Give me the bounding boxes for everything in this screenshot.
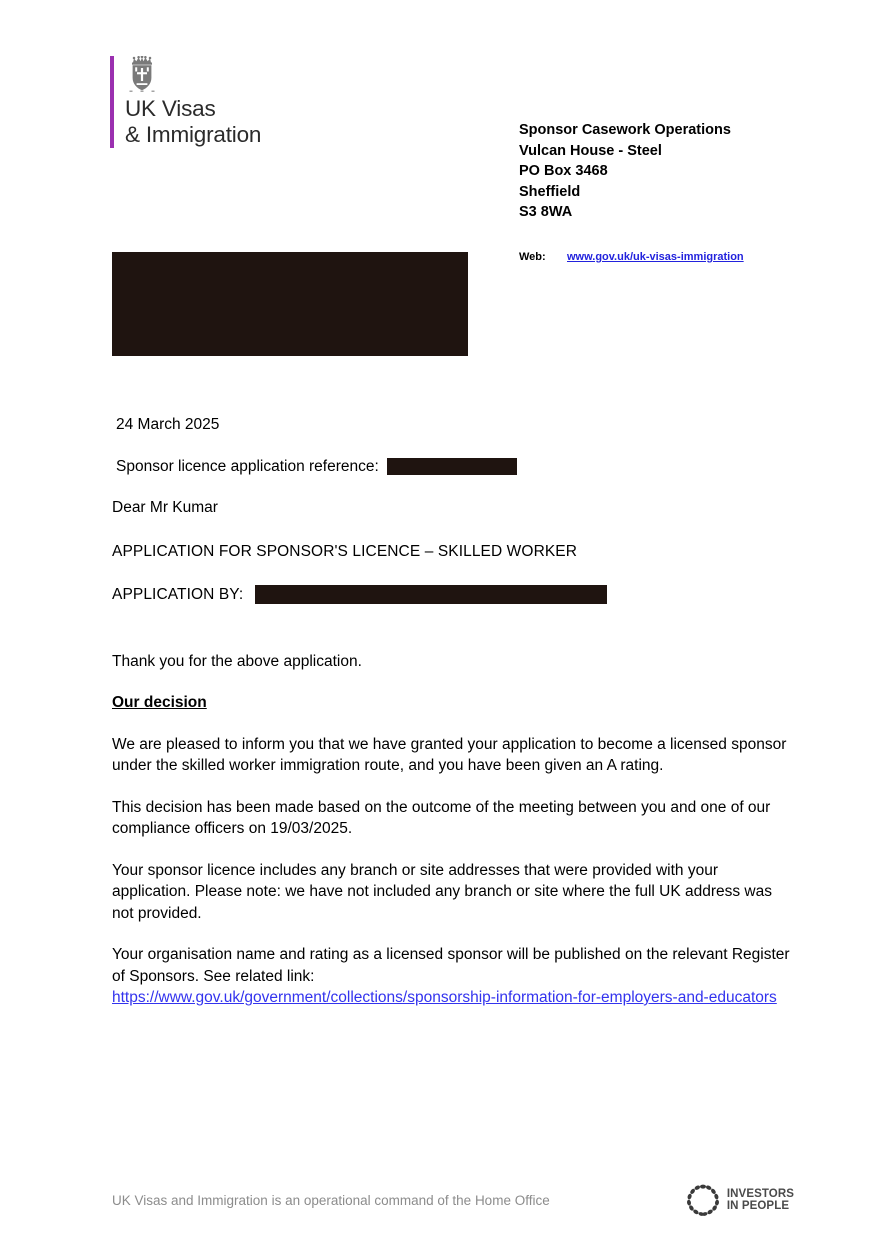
- our-decision-heading: Our decision: [112, 694, 207, 711]
- address-line: PO Box 3468: [519, 163, 608, 179]
- subject-line: APPLICATION FOR SPONSOR'S LICENCE – SKILLED WORKER: [112, 542, 578, 560]
- register-paragraph-text: Your organisation name and rating as a licensed sponsor will be published on the relevant Register of Sponsors. See related link:: [112, 946, 790, 985]
- letter-date: 24 March 2025: [116, 416, 220, 433]
- laurel-wreath-icon: [686, 1184, 720, 1216]
- badge-line-1: INVESTORS: [726, 1187, 794, 1200]
- decision-paragraph: We are pleased to inform you that we have granted your application to become a licensed sponsor under the skilled worker immigration route, and you have been given an A rating.: [112, 735, 787, 774]
- sender-address: [519, 120, 731, 223]
- uk-visas-immigration-logo: [110, 56, 261, 148]
- redacted-recipient-address: [112, 252, 468, 356]
- investors-in-people-badge: [686, 1184, 794, 1216]
- application-by-row: [112, 584, 794, 606]
- letter-body: [112, 414, 794, 1029]
- application-by-label: APPLICATION BY:: [112, 586, 244, 603]
- address-line: Sheffield: [519, 183, 581, 200]
- address-line: Vulcan House - Steel: [519, 142, 662, 159]
- application-reference-label: Sponsor licence application reference:: [116, 457, 379, 475]
- logo-line-1: UK Visas: [125, 96, 216, 121]
- footer-text: UK Visas and Immigration is an operational command of the Home Office: [112, 1192, 550, 1208]
- web-url-link[interactable]: www.gov.uk/uk-visas-immigration: [567, 251, 744, 263]
- intro-paragraph: Thank you for the above application.: [112, 652, 362, 670]
- redacted-applicant-name: [255, 585, 607, 604]
- royal-crown-emblem-icon: [127, 56, 157, 92]
- page-footer: [112, 1184, 794, 1216]
- salutation: Dear Mr Kumar: [112, 499, 218, 516]
- logo-line-2: & Immigration: [125, 122, 262, 147]
- address-line: S3 8WA: [519, 204, 573, 220]
- application-reference-row: [112, 456, 794, 478]
- branch-sites-paragraph: Your sponsor licence includes any branch or site addresses that were provided with your application. Please note: we have not included any branch or site where the full UK address was not provided.: [112, 861, 772, 922]
- web-address-row: [519, 251, 744, 263]
- register-paragraph: [112, 944, 794, 1009]
- badge-line-2: IN PEOPLE: [726, 1200, 790, 1212]
- register-of-sponsors-link[interactable]: https://www.gov.uk/government/collections/sponsorship-information-for-employers-and-educators: [112, 989, 777, 1006]
- meeting-paragraph: This decision has been made based on the outcome of the meeting between you and one of our compliance officers on 19/03/2025.: [112, 798, 771, 837]
- redacted-reference-value: [387, 458, 517, 475]
- logo-accent-bar: [110, 56, 114, 148]
- address-line: Sponsor Casework Operations: [519, 122, 731, 138]
- web-label: Web:: [519, 251, 546, 263]
